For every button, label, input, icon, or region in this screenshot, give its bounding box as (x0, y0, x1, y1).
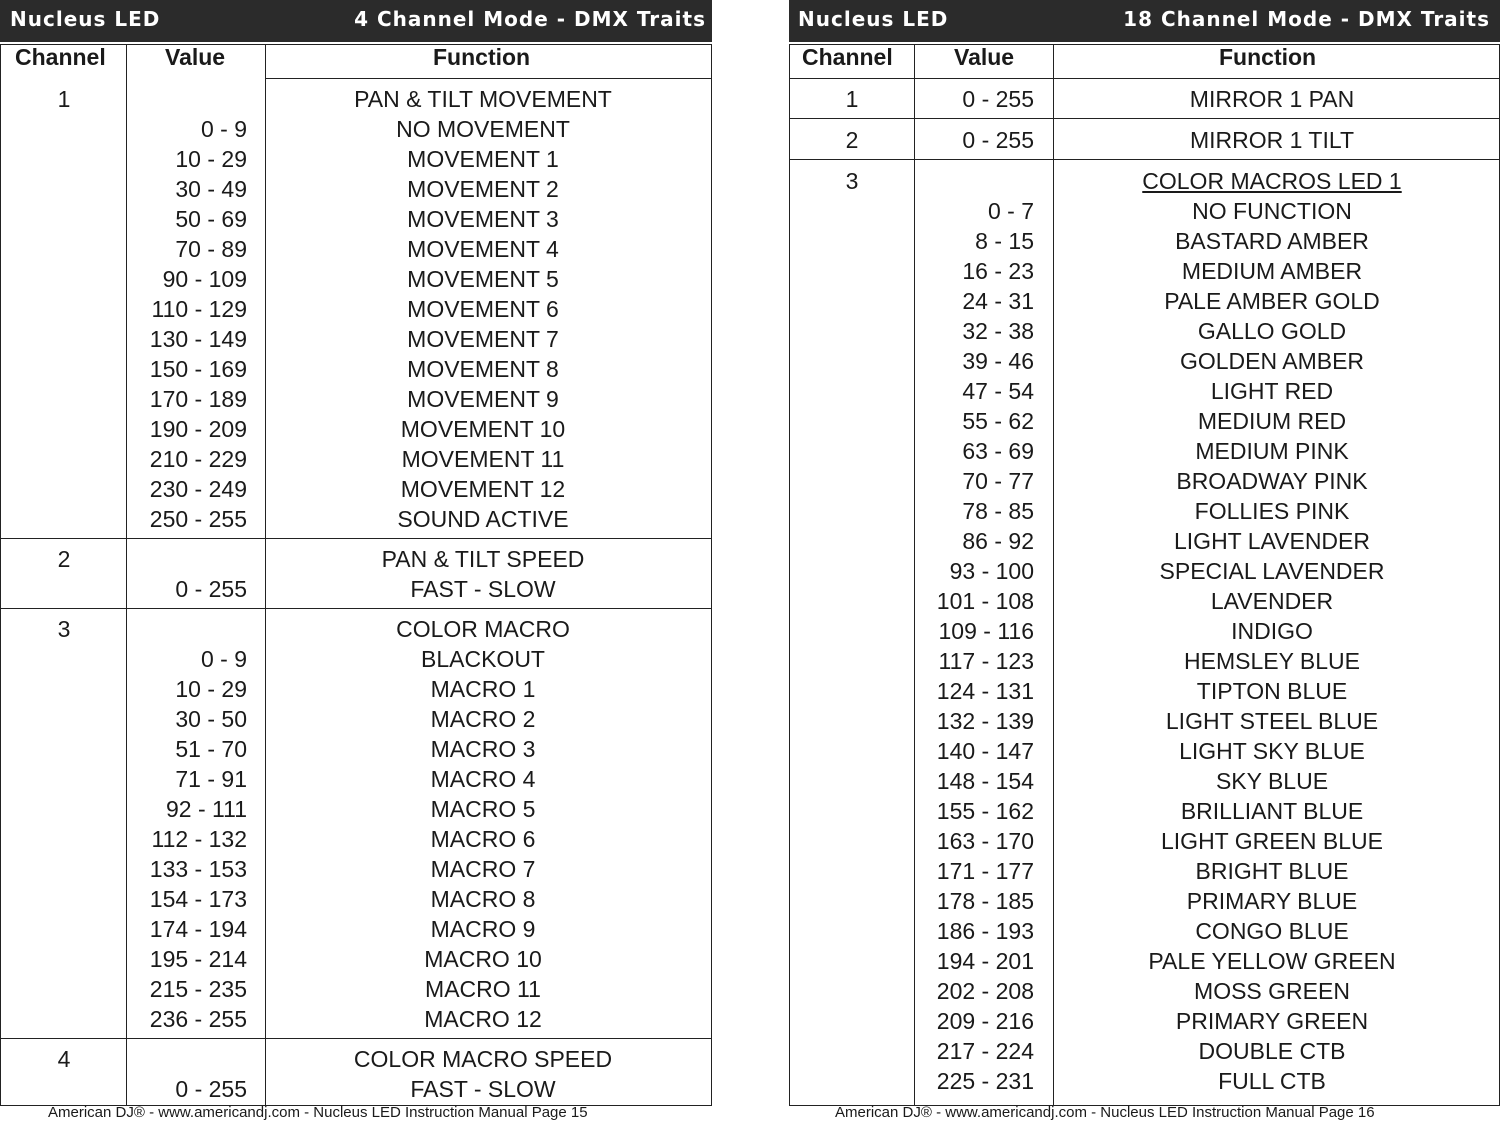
row-divider (789, 159, 1500, 160)
function-label: MACRO 3 (430, 736, 536, 762)
value-range: 155 - 162 (936, 798, 1034, 824)
value-range: 202 - 208 (936, 978, 1034, 1004)
function-label: MOVEMENT 4 (407, 236, 559, 262)
value-range: 32 - 38 (962, 318, 1034, 344)
value-range: 93 - 100 (949, 558, 1034, 584)
left-head-rule (266, 78, 712, 79)
value-range: 190 - 209 (149, 416, 247, 442)
value-range: 140 - 147 (936, 738, 1034, 764)
right-header-title: Nucleus LED (798, 7, 949, 31)
function-label: MACRO 5 (430, 796, 536, 822)
function-label: SPECIAL LAVENDER (1159, 558, 1385, 584)
function-label: NO MOVEMENT (396, 116, 570, 142)
value-range: 186 - 193 (936, 918, 1034, 944)
right-head-rule (789, 78, 1500, 79)
value-range: 195 - 214 (149, 946, 247, 972)
value-range: 30 - 50 (175, 706, 247, 732)
right-col-channel: Channel (802, 44, 893, 70)
value-range: 71 - 91 (175, 766, 247, 792)
right-header (789, 0, 1500, 42)
value-range: 86 - 92 (962, 528, 1034, 554)
function-label: MACRO 6 (430, 826, 536, 852)
function-label: CONGO BLUE (1195, 918, 1349, 944)
function-label: DOUBLE CTB (1198, 1038, 1346, 1064)
value-range: 0 - 255 (175, 576, 247, 602)
value-range: 117 - 123 (938, 648, 1034, 674)
function-label: MOVEMENT 3 (407, 206, 559, 232)
function-label: MACRO 1 (430, 676, 536, 702)
value-range: 47 - 54 (962, 378, 1034, 404)
function-label: INDIGO (1231, 618, 1313, 644)
function-label: LIGHT GREEN BLUE (1161, 828, 1383, 854)
function-label: MACRO 4 (430, 766, 536, 792)
function-label: MACRO 8 (430, 886, 536, 912)
function-label: MACRO 12 (424, 1006, 542, 1032)
function-group-title: COLOR MACROS LED 1 (1142, 168, 1402, 194)
value-range: 16 - 23 (962, 258, 1034, 284)
value-range: 174 - 194 (149, 916, 247, 942)
function-label: MEDIUM RED (1197, 408, 1347, 434)
value-range: 0 - 7 (987, 198, 1034, 224)
function-label: MOVEMENT 6 (407, 296, 559, 322)
right-header-mode: 18 Channel Mode - DMX Traits (1123, 7, 1490, 31)
value-range: 225 - 231 (936, 1068, 1034, 1094)
value-range: 8 - 15 (975, 228, 1034, 254)
function-label: MACRO 11 (425, 976, 541, 1002)
function-label: BRILLIANT BLUE (1180, 798, 1364, 824)
value-range: 230 - 249 (149, 476, 247, 502)
function-label: PRIMARY BLUE (1186, 888, 1358, 914)
right-page (789, 0, 1500, 1094)
left-header (0, 0, 712, 42)
value-range: 0 - 9 (200, 646, 247, 672)
function-label: MIRROR 1 PAN (1189, 86, 1355, 112)
value-range: 236 - 255 (149, 1006, 247, 1032)
function-label: MACRO 7 (430, 856, 536, 882)
function-label: MEDIUM AMBER (1181, 258, 1363, 284)
function-label: MIRROR 1 TILT (1190, 127, 1354, 153)
value-range: 70 - 89 (175, 236, 247, 262)
function-group-title: COLOR MACRO (396, 616, 570, 642)
value-range: 194 - 201 (936, 948, 1034, 974)
value-range: 170 - 189 (149, 386, 247, 412)
function-label: LIGHT RED (1210, 378, 1334, 404)
group-divider (0, 608, 712, 609)
channel-number: 2 (845, 127, 859, 153)
function-label: BLACKOUT (421, 646, 545, 672)
function-label: LAVENDER (1210, 588, 1334, 614)
value-range: 0 - 9 (200, 116, 247, 142)
value-range: 178 - 185 (936, 888, 1034, 914)
function-label: HEMSLEY BLUE (1184, 648, 1360, 674)
value-range: 163 - 170 (936, 828, 1034, 854)
function-group-title: COLOR MACRO SPEED (353, 1046, 613, 1072)
value-range: 133 - 153 (149, 856, 247, 882)
function-label: PRIMARY GREEN (1175, 1008, 1369, 1034)
function-label: MOVEMENT 9 (407, 386, 559, 412)
left-col-divider-2 (265, 44, 266, 1106)
function-label: MACRO 10 (424, 946, 542, 972)
function-label: PALE YELLOW GREEN (1148, 948, 1396, 974)
right-col-divider-2 (1053, 44, 1054, 1106)
function-label: SKY BLUE (1215, 768, 1329, 794)
value-range: 124 - 131 (936, 678, 1034, 704)
value-range: 30 - 49 (175, 176, 247, 202)
function-label: GOLDEN AMBER (1179, 348, 1365, 374)
function-label: MOVEMENT 8 (407, 356, 559, 382)
function-label: SOUND ACTIVE (397, 506, 569, 532)
function-label: NO FUNCTION (1192, 198, 1352, 224)
value-range: 0 - 255 (962, 86, 1034, 112)
value-range: 154 - 173 (149, 886, 247, 912)
value-range: 132 - 139 (936, 708, 1034, 734)
function-label: GALLO GOLD (1197, 318, 1347, 344)
function-label: BASTARD AMBER (1175, 228, 1369, 254)
function-group-title: PAN & TILT SPEED (381, 546, 585, 572)
function-label: MOVEMENT 7 (407, 326, 559, 352)
value-range: 209 - 216 (936, 1008, 1034, 1034)
function-label: PALE AMBER GOLD (1164, 288, 1380, 314)
function-label: MEDIUM PINK (1195, 438, 1349, 464)
value-range: 63 - 69 (962, 438, 1034, 464)
channel-number: 4 (57, 1046, 71, 1072)
function-label: MOSS GREEN (1194, 978, 1350, 1004)
function-label: FOLLIES PINK (1194, 498, 1350, 524)
right-footer: American DJ® - www.americandj.com - Nucleus LED Instruction Manual Page 16 (835, 1104, 1375, 1121)
value-range: 50 - 69 (175, 206, 247, 232)
channel-number: 1 (57, 86, 71, 112)
function-label: MACRO 2 (430, 706, 536, 732)
channel-number: 1 (845, 86, 859, 112)
group-divider (0, 538, 712, 539)
function-label: MACRO 9 (430, 916, 536, 942)
function-label: LIGHT SKY BLUE (1179, 738, 1365, 764)
function-group-title: PAN & TILT MOVEMENT (354, 86, 612, 112)
value-range: 0 - 255 (962, 127, 1034, 153)
left-header-mode: 4 Channel Mode - DMX Traits (354, 7, 706, 31)
value-range: 70 - 77 (962, 468, 1034, 494)
left-header-title: Nucleus LED (10, 7, 161, 31)
left-col-channel: Channel (15, 44, 106, 70)
function-label: MOVEMENT 2 (407, 176, 559, 202)
value-range: 101 - 108 (936, 588, 1034, 614)
value-range: 39 - 46 (962, 348, 1034, 374)
function-label: MOVEMENT 12 (400, 476, 566, 502)
value-range: 55 - 62 (962, 408, 1034, 434)
value-range: 10 - 29 (175, 676, 247, 702)
left-footer: American DJ® - www.americandj.com - Nucleus LED Instruction Manual Page 15 (48, 1104, 588, 1121)
left-page (0, 0, 712, 1102)
value-range: 150 - 169 (149, 356, 247, 382)
function-label: FAST - SLOW (410, 576, 556, 602)
function-label: FAST - SLOW (410, 1076, 556, 1102)
channel-number: 3 (57, 616, 71, 642)
value-range: 250 - 255 (149, 506, 247, 532)
channel-number: 2 (57, 546, 71, 572)
value-range: 24 - 31 (962, 288, 1034, 314)
function-label: FULL CTB (1218, 1068, 1326, 1094)
value-range: 148 - 154 (936, 768, 1034, 794)
value-range: 0 - 255 (175, 1076, 247, 1102)
function-label: MOVEMENT 11 (401, 446, 565, 472)
value-range: 110 - 129 (151, 296, 247, 322)
value-range: 109 - 116 (938, 618, 1034, 644)
function-label: MOVEMENT 1 (407, 146, 559, 172)
value-range: 10 - 29 (175, 146, 247, 172)
value-range: 210 - 229 (149, 446, 247, 472)
value-range: 130 - 149 (149, 326, 247, 352)
function-label: LIGHT STEEL BLUE (1165, 708, 1379, 734)
row-divider (789, 118, 1500, 119)
value-range: 51 - 70 (175, 736, 247, 762)
value-range: 78 - 85 (962, 498, 1034, 524)
value-range: 90 - 109 (162, 266, 247, 292)
right-col-function: Function (1219, 44, 1317, 70)
group-divider (0, 1038, 712, 1039)
value-range: 217 - 224 (936, 1038, 1034, 1064)
function-label: BROADWAY PINK (1176, 468, 1368, 494)
function-label: MOVEMENT 10 (400, 416, 566, 442)
function-label: TIPTON BLUE (1196, 678, 1348, 704)
value-range: 215 - 235 (149, 976, 247, 1002)
value-range: 171 - 177 (936, 858, 1034, 884)
function-label: LIGHT LAVENDER (1174, 528, 1370, 554)
left-col-function: Function (433, 44, 531, 70)
left-col-value: Value (165, 44, 226, 70)
value-range: 92 - 111 (166, 796, 247, 822)
function-label: BRIGHT BLUE (1195, 858, 1349, 884)
right-col-value: Value (954, 44, 1015, 70)
function-label: MOVEMENT 5 (407, 266, 559, 292)
channel-number: 3 (845, 168, 859, 194)
value-range: 112 - 132 (151, 826, 247, 852)
